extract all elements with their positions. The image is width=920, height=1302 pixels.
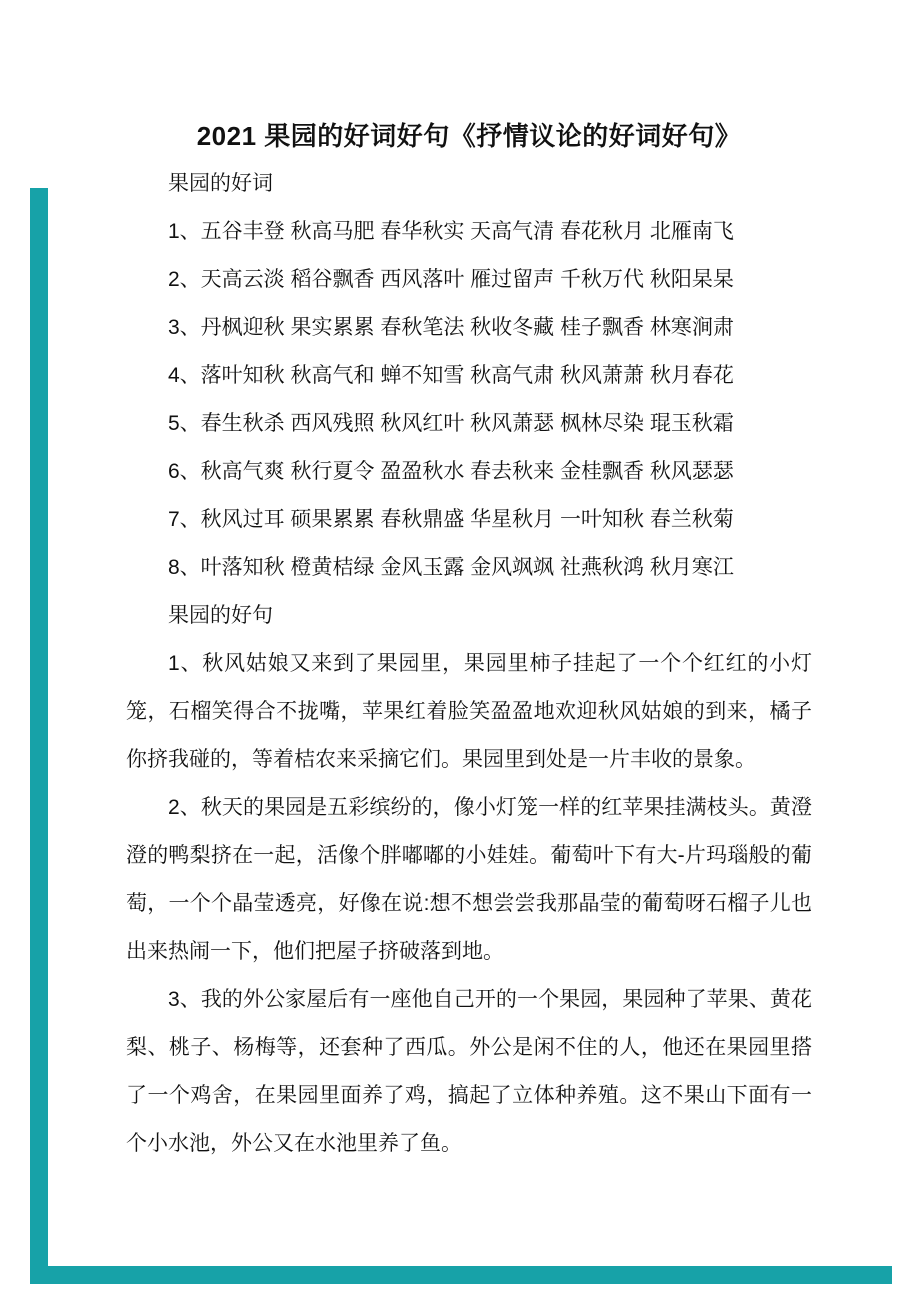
word-list-line-8: 8、叶落知秋 橙黄桔绿 金风玉露 金风飒飒 社燕秋鸿 秋月寒江 — [168, 556, 734, 579]
document-content — [126, 112, 812, 1168]
word-list-line-1: 1、五谷丰登 秋高马肥 春华秋实 天高气清 春花秋月 北雁南飞 — [168, 220, 734, 243]
word-list-line-7: 7、秋风过耳 硕果累累 春秋鼎盛 华星秋月 一叶知秋 春兰秋菊 — [168, 508, 734, 531]
word-list-line-5: 5、春生秋杀 西风残照 秋风红叶 秋风萧瑟 枫林尽染 琨玉秋霜 — [168, 412, 734, 435]
word-list-line-6: 6、秋高气爽 秋行夏令 盈盈秋水 春去秋来 金桂飘香 秋风瑟瑟 — [168, 460, 734, 483]
good-sentences-heading: 果园的好句 — [168, 604, 273, 627]
sentence-paragraph-3: 3、我的外公家屋后有一座他自己开的一个果园，果园种了苹果、黄花梨、桃子、杨梅等，还套种了西瓜。外公是闲不住的人，他还在果园里搭了一个鸡舍，在果园里面养了鸡，搞起了立体种养殖。这不果山下面有一个小水池，外公又在水池里养了鱼。 — [126, 988, 812, 1155]
sentence-paragraph-2: 2、秋天的果园是五彩缤纷的，像小灯笼一样的红苹果挂满枝头。黄澄澄的鸭梨挤在一起，活像个胖嘟嘟的小娃娃。葡萄叶下有大-片玛瑙般的葡萄，一个个晶莹透亮，好像在说:想不想尝尝我那晶莹的葡萄呀石榴子儿也出来热闹一下，他们把屋子挤破落到地。 — [126, 796, 812, 963]
page-border-bottom-bar — [30, 1266, 892, 1284]
word-list-line-4: 4、落叶知秋 秋高气和 蝉不知雪 秋高气肃 秋风萧萧 秋月春花 — [168, 364, 734, 387]
page-border-left-bar — [30, 188, 48, 1284]
word-list-line-3: 3、丹枫迎秋 果实累累 春秋笔法 秋收冬藏 桂子飘香 林寒涧肃 — [168, 316, 734, 339]
sentence-paragraph-1: 1、秋风姑娘又来到了果园里，果园里柿子挂起了一个个红红的小灯笼，石榴笑得合不拢嘴，苹果红着脸笑盈盈地欢迎秋风姑娘的到来，橘子你挤我碰的，等着桔农来采摘它们。果园里到处是一片丰收的景象。 — [126, 652, 812, 771]
word-list-line-2: 2、天高云淡 稻谷飘香 西风落叶 雁过留声 千秋万代 秋阳杲杲 — [168, 268, 734, 291]
page-title: 2021 果园的好词好句《抒情议论的好词好句》 — [196, 121, 742, 151]
good-words-heading: 果园的好词 — [168, 172, 273, 195]
